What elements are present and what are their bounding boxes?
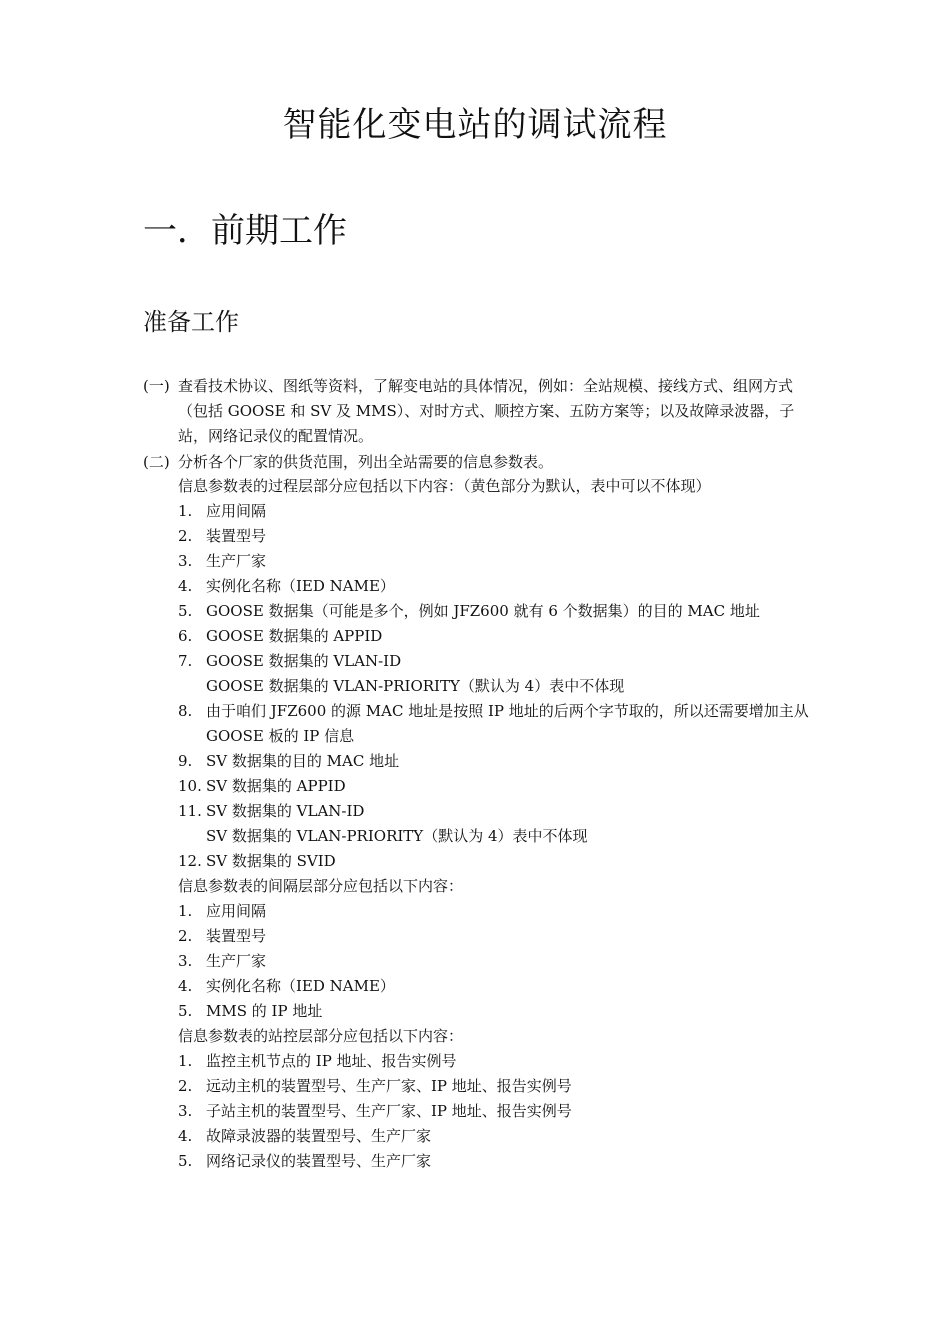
list-item: MMS 的 IP 地址 xyxy=(206,1002,323,1020)
section-text: 分析各个厂家的供货范围，列出全站需要的信息参数表。 xyxy=(178,453,554,471)
list-number: 3. xyxy=(178,1102,193,1120)
list-number: 6. xyxy=(178,627,193,645)
list-number: 1. xyxy=(178,902,193,920)
list-number: 1. xyxy=(178,1052,193,1070)
list-number: 10. xyxy=(178,777,202,795)
list-item: GOOSE 数据集（可能是多个，例如 JFZ600 就有 6 个数据集）的目的 MAC 地址 xyxy=(206,602,760,620)
list-number: 3. xyxy=(178,952,193,970)
list-number: 3. xyxy=(178,552,193,570)
list-item: 应用间隔 xyxy=(206,902,267,920)
list-item: SV 数据集的 APPID xyxy=(206,777,346,795)
section-text: 查看技术协议、图纸等资料，了解变电站的具体情况，例如：全站规模、接线方式、组网方式（包括 GOOSE 和 SV 及 MMS）、对时方式、顺控方案、五防方案等；以及故障录波器，子站，网络记录仪的配置情况。 xyxy=(178,377,795,445)
list-item: 监控主机节点的 IP 地址、报告实例号 xyxy=(206,1052,457,1070)
list-number: 12. xyxy=(178,852,202,870)
list-item: 远动主机的装置型号、生产厂家、IP 地址、报告实例号 xyxy=(206,1077,572,1095)
list-number: 5. xyxy=(178,1002,193,1020)
section-1 xyxy=(143,374,813,449)
heading-1: 一．前期工作 xyxy=(143,211,347,251)
list-number: 2. xyxy=(178,1077,193,1095)
list-item: 生产厂家 xyxy=(206,552,267,570)
list-item: 子站主机的装置型号、生产厂家、IP 地址、报告实例号 xyxy=(206,1102,572,1120)
list-item: SV 数据集的 VLAN-ID xyxy=(206,802,365,820)
process-layer-intro: 信息参数表的过程层部分应包括以下内容：（黄色部分为默认，表中可以不体现） xyxy=(178,477,711,495)
list-item: GOOSE 数据集的 VLAN-ID xyxy=(206,652,402,670)
list-item: 应用间隔 xyxy=(206,502,267,520)
list-item: SV 数据集的目的 MAC 地址 xyxy=(206,752,400,770)
list-number: 2. xyxy=(178,927,193,945)
list-item: 实例化名称（IED NAME） xyxy=(206,577,395,595)
section-number: (二) xyxy=(143,453,170,471)
list-item: 装置型号 xyxy=(206,527,267,545)
heading-2: 准备工作 xyxy=(143,308,239,336)
list-item-continuation: SV 数据集的 VLAN-PRIORITY（默认为 4）表中不体现 xyxy=(206,827,588,845)
list-number: 11. xyxy=(178,802,202,820)
list-number: 9. xyxy=(178,752,193,770)
list-item: SV 数据集的 SVID xyxy=(206,852,336,870)
list-number: 7. xyxy=(178,652,193,670)
list-number: 5. xyxy=(178,1152,193,1170)
list-number: 5. xyxy=(178,602,193,620)
section-number: (一) xyxy=(143,377,170,395)
section-2 xyxy=(143,450,813,475)
station-layer-intro: 信息参数表的站控层部分应包括以下内容： xyxy=(178,1027,464,1045)
list-item: 装置型号 xyxy=(206,927,267,945)
list-number: 4. xyxy=(178,577,193,595)
document-title: 智能化变电站的调试流程 xyxy=(282,105,668,145)
list-number: 4. xyxy=(178,977,193,995)
list-item: 生产厂家 xyxy=(206,952,267,970)
list-number: 2. xyxy=(178,527,193,545)
list-item: 实例化名称（IED NAME） xyxy=(206,977,395,995)
list-item: GOOSE 数据集的 APPID xyxy=(206,627,383,645)
list-item: 网络记录仪的装置型号、生产厂家 xyxy=(206,1152,432,1170)
list-number: 1. xyxy=(178,502,193,520)
list-item: 故障录波器的装置型号、生产厂家 xyxy=(206,1127,432,1145)
list-number: 4. xyxy=(178,1127,193,1145)
list-item: 由于咱们 JFZ600 的源 MAC 地址是按照 IP 地址的后两个字节取的，所以还需要增加主从 GOOSE 板的 IP 信息 xyxy=(206,702,809,745)
list-number: 8. xyxy=(178,702,193,720)
bay-layer-intro: 信息参数表的间隔层部分应包括以下内容： xyxy=(178,877,464,895)
list-item-continuation: GOOSE 数据集的 VLAN-PRIORITY（默认为 4）表中不体现 xyxy=(206,677,625,695)
